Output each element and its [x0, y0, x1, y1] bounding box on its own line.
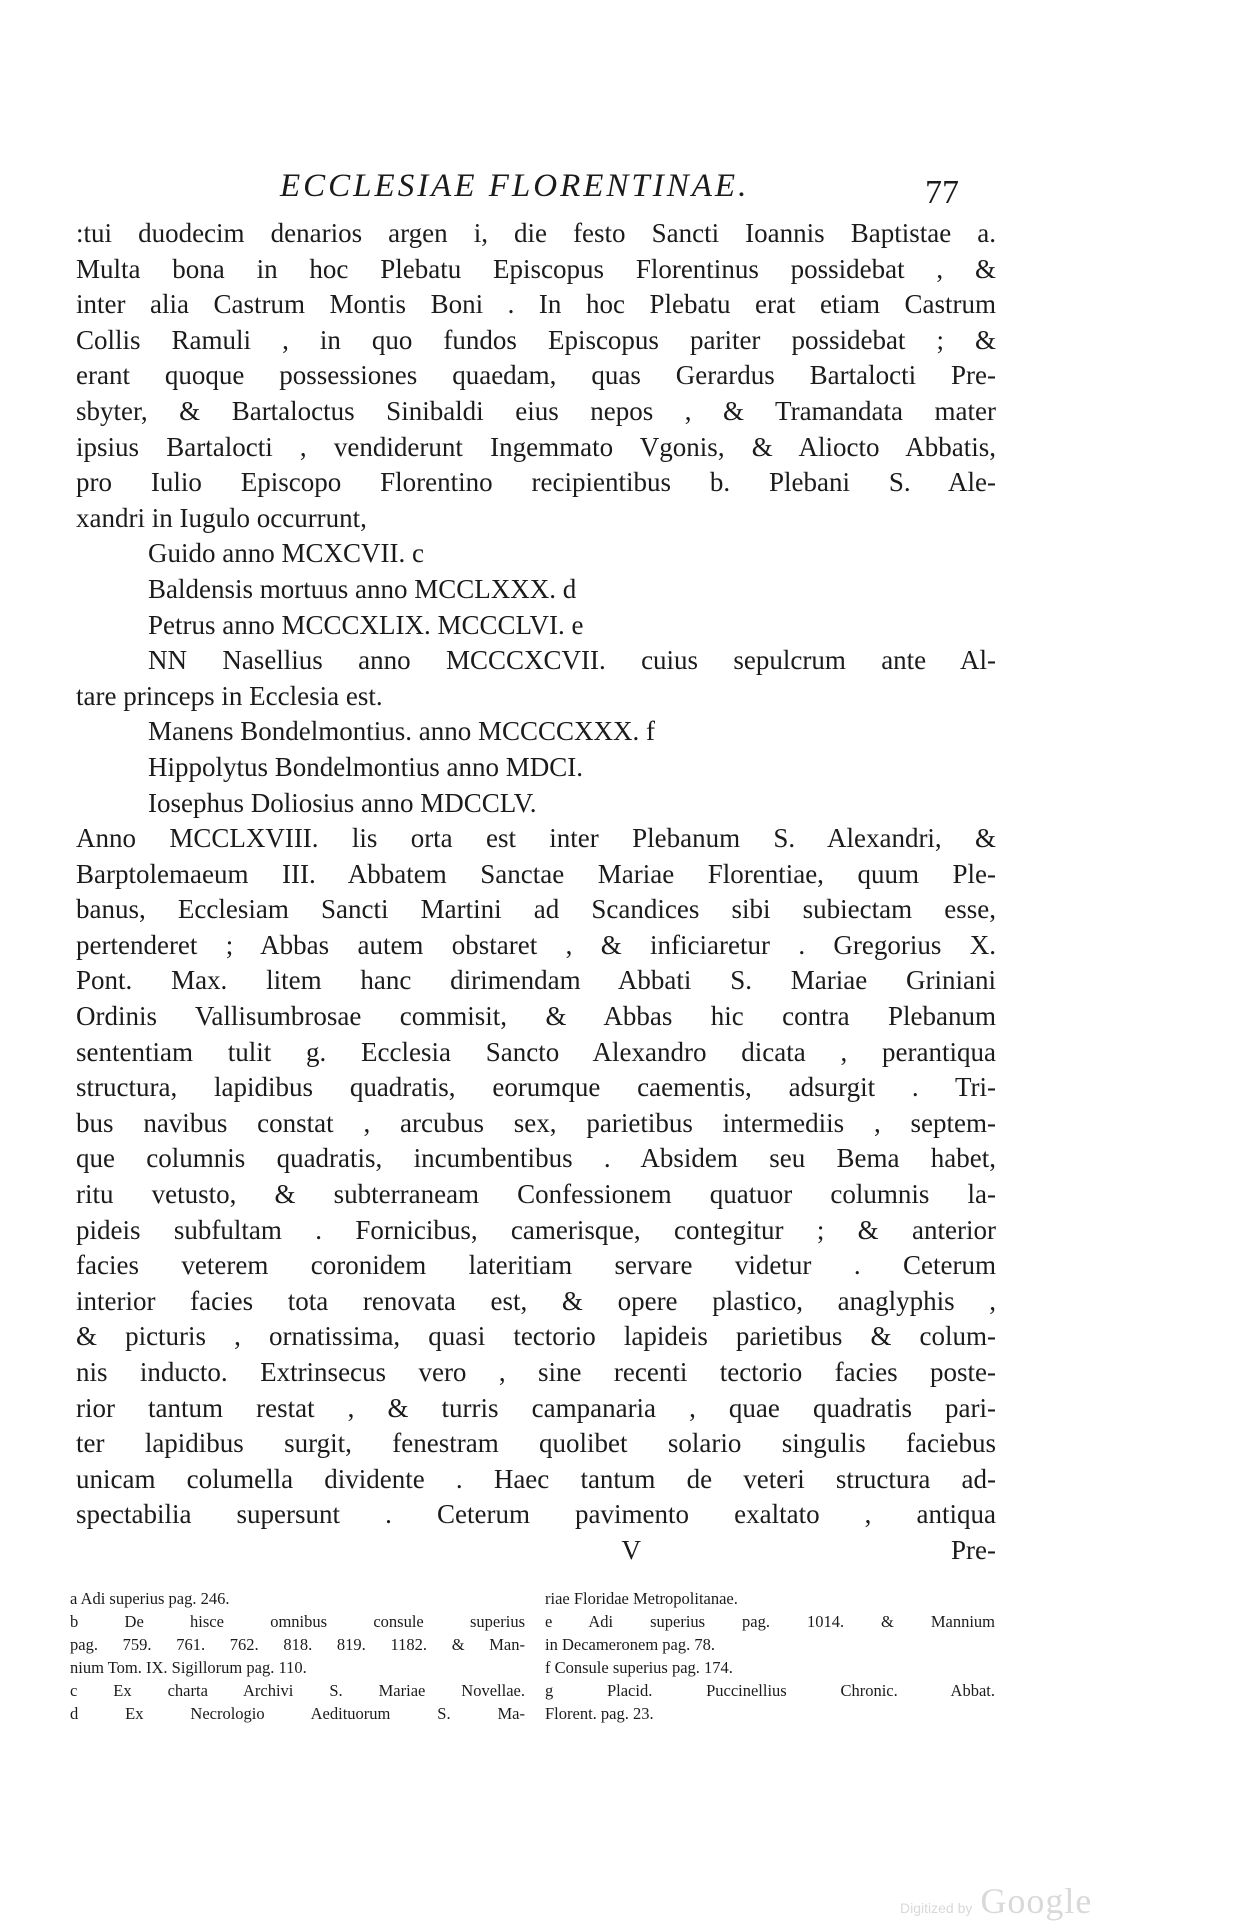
text-line: Collis Ramuli , in quo fundos Episcopus pariter possidebat ; & [76, 324, 996, 355]
text-line: Ordinis Vallisumbrosae commisit, & Abbas hic contra Plebanum [76, 1001, 996, 1032]
text-line: Iosephus Doliosius anno MDCCLV. [148, 787, 537, 818]
text-line: erant quoque possessiones quaedam, quas Gerardus Bartalocti Pre- [76, 360, 996, 391]
text-line: Petrus anno MCCCXLIX. MCCCLVI. e [148, 609, 584, 640]
text-line: Hippolytus Bondelmontius anno MDCI. [148, 751, 584, 782]
text-line: Barptolemaeum III. Abbatem Sanctae Mariae Florentiae, quum Ple- [76, 858, 996, 889]
footnote-line: g Placid. Puccinellius Chronic. Abbat. [545, 1681, 995, 1700]
signature-line [76, 1533, 996, 1569]
text-line: inter alia Castrum Montis Boni . In hoc Plebatu erat etiam Castrum [76, 289, 996, 320]
page-number: 77 [925, 174, 959, 211]
footnote-line: Florent. pag. 23. [545, 1704, 654, 1723]
text-line: banus, Ecclesiam Sancti Martini ad Scandices sibi subiectam esse, [76, 894, 996, 925]
body-text [76, 216, 996, 1569]
digitized-watermark [900, 1880, 1092, 1922]
text-line: ter lapidibus surgit, fenestram quolibet solario singulis faciebus [76, 1428, 996, 1459]
footnote-line: c Ex charta Archivi S. Mariae Novellae. [70, 1681, 525, 1700]
text-line: ipsius Bartalocti , vendiderunt Ingemmato Vgonis, & Aliocto Abbatis, [76, 431, 996, 462]
text-line: que columnis quadratis, incumbentibus . Absidem seu Bema habet, [76, 1143, 996, 1174]
text-line: sbyter, & Bartaloctus Sinibaldi eius nepos , & Tramandata mater [76, 395, 996, 426]
text-line: Manens Bondelmontius. anno MCCCCXXX. f [148, 716, 656, 747]
footnote-line: f Consule superius pag. 174. [545, 1658, 733, 1677]
digitized-label: Digitized by [900, 1900, 973, 1916]
text-line: Anno MCCLXVIII. lis orta est inter Plebanum S. Alexandri, & [76, 823, 996, 854]
text-line: NN Nasellius anno MCCCXCVII. cuius sepulcrum ante Al- [148, 645, 996, 676]
footnote-line: nium Tom. IX. Sigillorum pag. 110. [70, 1658, 307, 1677]
text-line: & picturis , ornatissima, quasi tectorio lapideis parietibus & colum- [76, 1321, 996, 1352]
footnote-line: a Adi superius pag. 246. [70, 1589, 230, 1608]
footnote-line: pag. 759. 761. 762. 818. 819. 1182. & Man- [70, 1635, 525, 1654]
text-line: sententiam tulit g. Ecclesia Sancto Alexandro dicata , perantiqua [76, 1036, 996, 1067]
running-title: ECCLESIAE FLORENTINAE. [280, 168, 750, 204]
text-line: rior tantum restat , & turris campanaria , quae quadratis pari- [76, 1392, 996, 1423]
footnote-line: riae Floridae Metropolitanae. [545, 1589, 738, 1608]
text-line: structura, lapidibus quadratis, eorumque caementis, adsurgit . Tri- [76, 1072, 996, 1103]
footnote-line: d Ex Necrologio Aedituorum S. Ma- [70, 1704, 525, 1723]
text-line: tare princeps in Ecclesia est. [76, 680, 383, 711]
text-line: pro Iulio Episcopo Florentino recipientibus b. Plebani S. Ale- [76, 467, 996, 498]
text-line: Pont. Max. litem hanc dirimendam Abbati S. Mariae Griniani [76, 965, 996, 996]
footnotes-left-column [70, 1587, 525, 1725]
footnotes-right-column [545, 1587, 995, 1725]
text-line: nis inducto. Extrinsecus vero , sine recenti tectorio facies poste- [76, 1357, 996, 1387]
text-line: facies veterem coronidem lateritiam servare videtur . Ceterum [76, 1250, 996, 1281]
footnote-line: in Decameronem pag. 78. [545, 1635, 715, 1654]
digitized-brand: Google [980, 1881, 1093, 1921]
running-head [0, 168, 1252, 211]
text-line: xandri in Iugulo occurrunt, [76, 502, 367, 533]
text-line: bus navibus constat , arcubus sex, parietibus intermediis , septem- [76, 1107, 996, 1138]
footnote-line: b De hisce omnibus consule superius [70, 1612, 525, 1631]
text-line: interior facies tota renovata est, & opere plastico, anaglyphis , [76, 1285, 996, 1316]
catchword: Pre- [951, 1534, 996, 1565]
text-line: unicam columella dividente . Haec tantum de veteri structura ad- [76, 1463, 996, 1494]
text-line: pideis subfultam . Fornicibus, camerisque, contegitur ; & anterior [76, 1214, 996, 1245]
text-line: ritu vetusto, & subterraneam Confessionem quatuor columnis la- [76, 1179, 996, 1210]
text-line: :tui duodecim denarios argen i, die festo Sancti Ioannis Baptistae a. [76, 218, 996, 248]
text-line: Multa bona in hoc Plebatu Episcopus Florentinus possidebat , & [76, 253, 996, 284]
signature-mark: V [621, 1534, 642, 1565]
text-line: pertenderet ; Abbas autem obstaret , & inficiaretur . Gregorius X. [76, 929, 996, 960]
footnote-line: e Adi superius pag. 1014. & Mannium [545, 1612, 995, 1631]
text-line: Guido anno MCXCVII. c [148, 538, 424, 569]
text-line: Baldensis mortuus anno MCCLXXX. d [148, 573, 577, 604]
text-line: spectabilia supersunt . Ceterum pavimento exaltato , antiqua [76, 1499, 996, 1530]
